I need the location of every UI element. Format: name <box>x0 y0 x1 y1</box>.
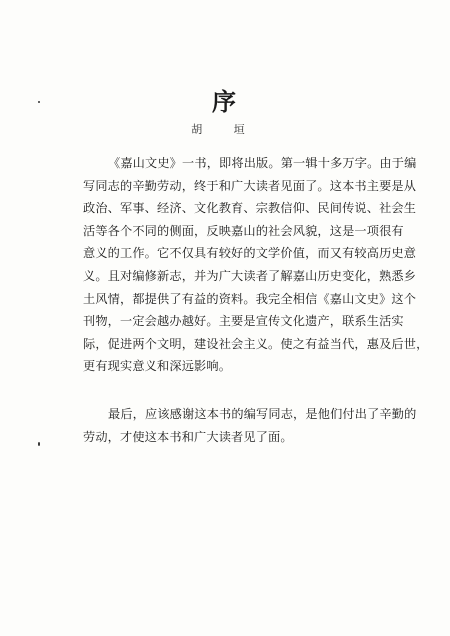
author-name: 胡 垣 <box>191 123 259 136</box>
text-line: 义。且对编修新志，并为广大读者了解嘉山历史变化，熟悉乡 <box>83 268 417 283</box>
text-line: 写同志的辛勤劳动，终于和广大读者见面了。这本书主要是从 <box>83 178 417 193</box>
text-line: 意义的工作。它不仅具有较好的文学价值，而又有较高历史意 <box>83 246 417 261</box>
text-line: 《嘉山文史》一书，即将出版。第一辑十多万字。由于编 <box>108 156 417 170</box>
scan-speck <box>38 442 40 446</box>
text-line: 际，促进两个文明，建设社会主义。使之有益当代，惠及后世， <box>83 336 429 351</box>
text-line: 土风情，都提供了有益的资料。我完全相信《嘉山文史》这个 <box>83 291 417 306</box>
scan-speck <box>38 101 40 103</box>
text-line: 更有现实意义和深远影响。 <box>83 359 232 374</box>
page-title: 序 <box>212 87 238 116</box>
paragraph-2 <box>83 403 417 448</box>
paragraph-1 <box>83 152 429 378</box>
text-line: 刊物，一定会越办越好。主要是宣传文化遗产，联系生活实 <box>83 314 404 329</box>
text-line: 最后，应该感谢这本书的编写同志，是他们付出了辛勤的 <box>108 407 417 421</box>
text-line: 政治、军事、经济、文化教育、宗教信仰、民间传说、社会生 <box>83 201 417 216</box>
text-line: 劳动，才使这本书和广大读者见了面。 <box>83 429 293 444</box>
text-line: 活等各个不同的侧面，反映嘉山的社会风貌，这是一项很有 <box>83 223 404 238</box>
